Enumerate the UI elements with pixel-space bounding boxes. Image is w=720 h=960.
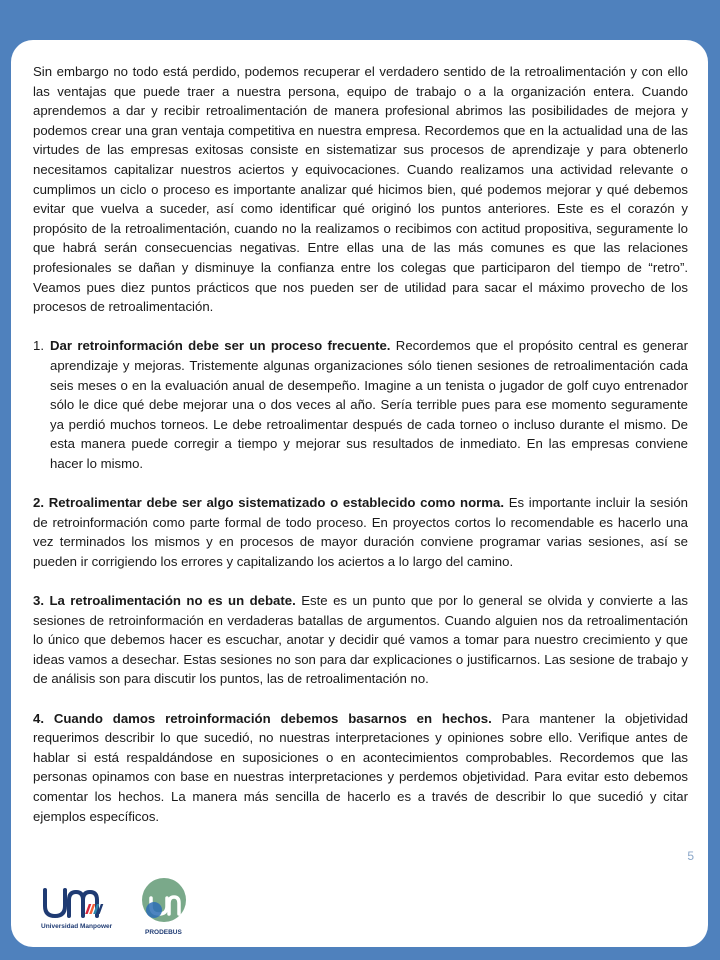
point-4	[33, 709, 688, 827]
point-text: Es importante incluir la sesión de retroinformación como parte formal de todo proceso. En proyectos cortos lo recomendable es hacerlo una vez terminados los mismos y en procesos de mayor duración conviene programar varias sesiones, así se pueden ir corrigiendo los errores y capitalizando los aciertos a lo largo del camino.	[33, 495, 688, 569]
document-page	[11, 40, 708, 947]
prodebus-logo	[142, 878, 186, 936]
point-number: 4.	[33, 710, 44, 726]
point-text: Este es un punto que por lo general se olvida y convierte a las sesiones de retroinformación en verdaderas batallas de argumentos. Cuando alguien nos da retroalimentación lo único que debemos hacer es escuchar, anotar y decidir qué vamos a tomar para nuestro crecimiento y que ideas vamos a desechar. Estas sesiones no son para dar explicaciones o justificarnos. Las sesione de trabajo y de análisis son para discutir los puntos, las de retroalimentación no.	[33, 593, 689, 687]
point-number: 2.	[33, 495, 44, 511]
point-3	[33, 591, 688, 689]
point-number: 1.	[33, 338, 44, 354]
stripes-icon	[85, 904, 103, 914]
point-1	[33, 336, 688, 473]
point-number: 3.	[33, 593, 44, 609]
intro-paragraph: Sin embargo no todo está perdido, podemos recuperar el verdadero sentido de la retroalimentación y con ello las ventajas que puede traer a nuestra persona, equipo de trabajo o a la organización entera. Cuando aprendemos a dar y recibir retroalimentación de manera profesional abrimos las posibilidades de mejora y podemos crear una gran ventaja competitiva en nuestra empresa. Recordemos que en la actualidad una de las virtudes de las empresas exitosas consiste en sistematizar sus procesos de aprendizaje y para obtenerlo necesitamos capitalizar nuestros aciertos y equivocaciones. Cuando realizamos una actividad relevante o cumplimos un ciclo o proceso es importante analizar qué hicimos bien, qué podemos mejorar y qué debemos evitar que vuelva a suceder, así como identificar qué originó los puntos anteriores. Este es el corazón y propósito de la retroalimentación, cuando no la realizamos o recibimos con actitud propositiva, seguramente lo que habrá serán consecuencias negativas. Entre ellas una de las más comunes es que las relaciones profesionales se dañan y disminuye la confianza entre los colegas que participaron del tiempo de “retro”. Veamos pues diez puntos prácticos que nos pueden ser de utilidad para sacar el máximo provecho de los procesos de retroalimentación.	[33, 64, 688, 315]
page-number: 5	[687, 849, 694, 863]
point-text: Recordemos que el propósito central es generar aprendizaje y mejoras. Tristemente algunas organizaciones sólo tienen sesiones de retroalimentación cada seis meses o en la evaluación anual de desempeño. Imagine a un tenista o jugador de golf cuyo entrenador sólo le dice qué debe mejorar una o dos veces al año. Sería terrible pues para ese momento seguramente ya perdió muchos torneos. Le debe retroalimentar después de cada torneo o incluso durante el mismo. De esta manera puede corregir a tiempo y mejorar sus resultados de inmediato. En las empresas conviene hacer lo mismo.	[50, 338, 688, 471]
um-logo-label: Universidad Manpower	[41, 923, 113, 930]
point-title: La retroalimentación no es un debate.	[49, 593, 296, 609]
document-body	[33, 62, 688, 846]
point-text: Para mantener la objetividad requerimos describir lo que sucedió, no nuestras interpretaciones y opiniones sobre ello. Verifique antes de hablar si está respaldándose en suposiciones o en acontecimientos comprobables. Recordemos que las personas opinamos con base en nuestras interpretaciones y perdemos objetividad. Para evitar esto debemos comentar los hechos. La manera más sencilla de hacerlo es a través de describir lo que sucedió y citar ejemplos específicos.	[33, 710, 688, 824]
point-body	[50, 336, 688, 473]
point-title: Cuando damos retroinformación debemos basarnos en hechos.	[53, 710, 492, 726]
universidad-manpower-logo	[41, 890, 113, 930]
point-2	[33, 493, 688, 571]
footer-logos	[39, 876, 209, 940]
point-title: Retroalimentar debe ser algo sistematizado o establecido como norma.	[48, 495, 504, 511]
prodebus-logo-label: PRODEBUS	[145, 929, 182, 936]
point-title: Dar retroinformación debe ser un proceso frecuente.	[50, 338, 391, 354]
